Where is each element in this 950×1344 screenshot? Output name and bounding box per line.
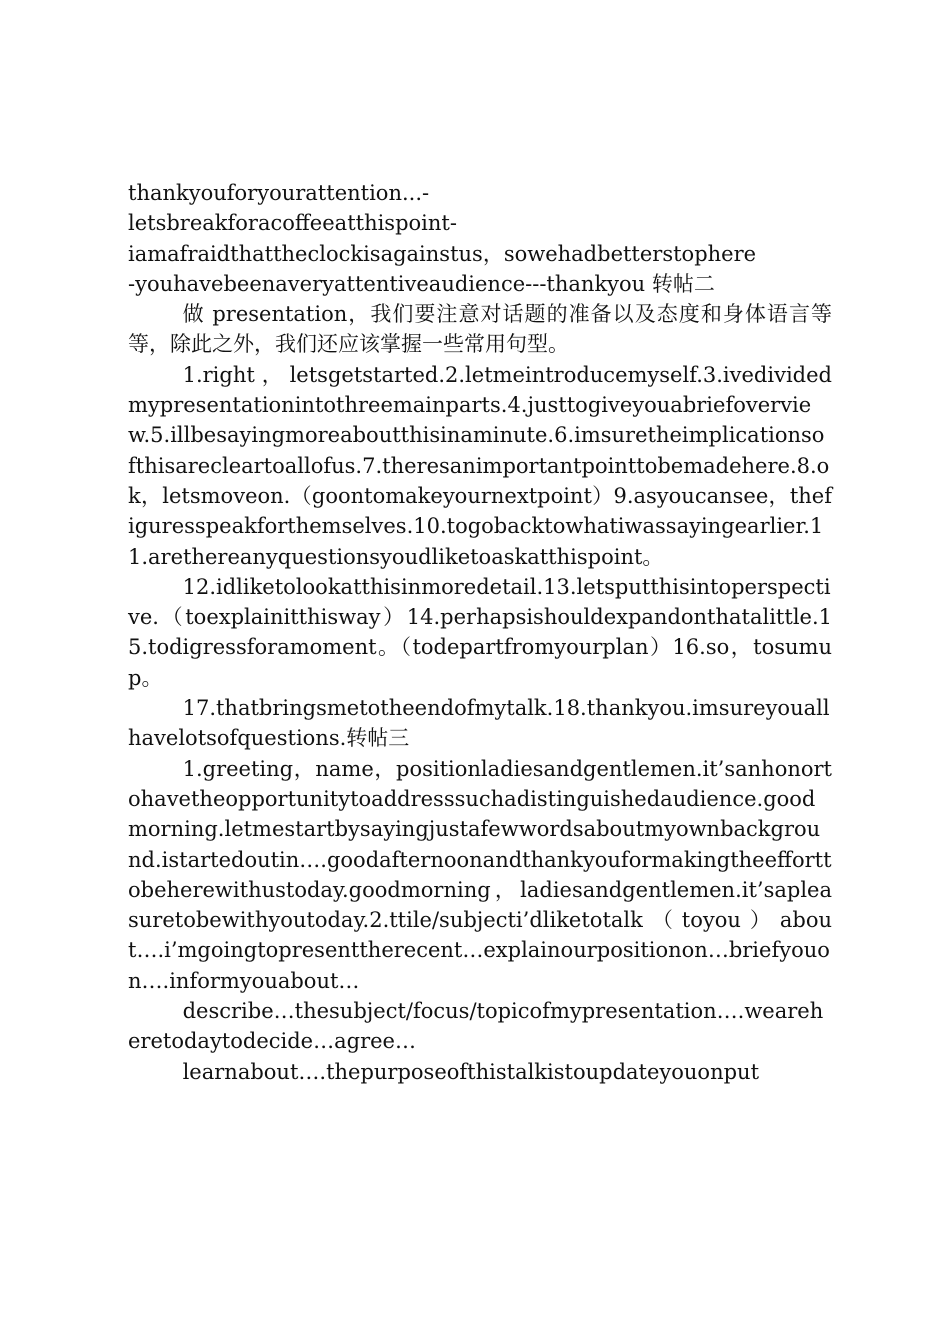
text-line: -youhavebeenaveryattentiveaudience---thankyou 转帖二 (128, 271, 715, 296)
paragraph-describe: describe…thesubject/focus/topicofmypresentation….weareheretodaytodecide…agree… (128, 999, 824, 1054)
document-page (128, 178, 832, 1087)
paragraph-intro: 做 presentation，我们要注意对话题的准备以及态度和身体语言等等，除此之外，我们还应该掌握一些常用句型。 (128, 302, 832, 357)
text-line: iamafraidthattheclockisagainstus，sowehadbetterstophere (128, 241, 757, 266)
opening-block (128, 178, 832, 299)
paragraph-greeting: 1.greeting，name，positionladiesandgentlemen.it’sanhonortohavetheopportunitytoaddresssuchadistinguishedaudience.goodmorning.letmestartbysayingjustafewwordsaboutmyownbackground.istartedoutin….goodafternoonandthankyouformakingtheefforttobeherewithustoday.goodmorning，ladiesandgentlemen.it’sapleasuretobewithyoutoday.2.ttile/subjecti’dliketotalk（toyou）about….i’mgoingtopresenttherecent…explainourpositionon…briefyouon….informyouabout… (128, 756, 832, 993)
paragraph-phrases-1-11: 1.right，letsgetstarted.2.letmeintroducemyself.3.ivedividedmypresentationintothreemainparts.4.justtogiveyouabriefoverview.5.illbesayingmoreaboutthisinaminute.6.imsuretheimplicationsofthisarecleartoallofus.7.theresanimportantpointtobemadehere.8.ok，letsmoveon.（goontomakeyournextpoint）9.asyoucansee，thefiguresspeakforthemselves.10.togobacktowhatiwassayingearlier.11.arethereanyquestionsyoudliketoaskatthispoint。 (128, 362, 832, 569)
text-line: letsbreakforacoffeeatthispoint- (128, 211, 457, 236)
text-line: thankyouforyourattention...- (128, 181, 430, 205)
paragraph-phrases-17-18: 17.thatbringsmetotheendofmytalk.18.thankyou.imsureyouallhavelotsofquestions.转帖三 (128, 696, 830, 751)
paragraph-phrases-12-16: 12.idliketolookatthisinmoredetail.13.letsputthisintoperspective.（toexplainitthisway）14.perhapsishouldexpandonthatalittle.15.todigressforamoment。（todepartfromyourplan）16.so，tosumup。 (128, 574, 832, 690)
paragraph-learnabout: learnabout….thepurposeofthistalkistoupdateyouonput (182, 1059, 760, 1084)
